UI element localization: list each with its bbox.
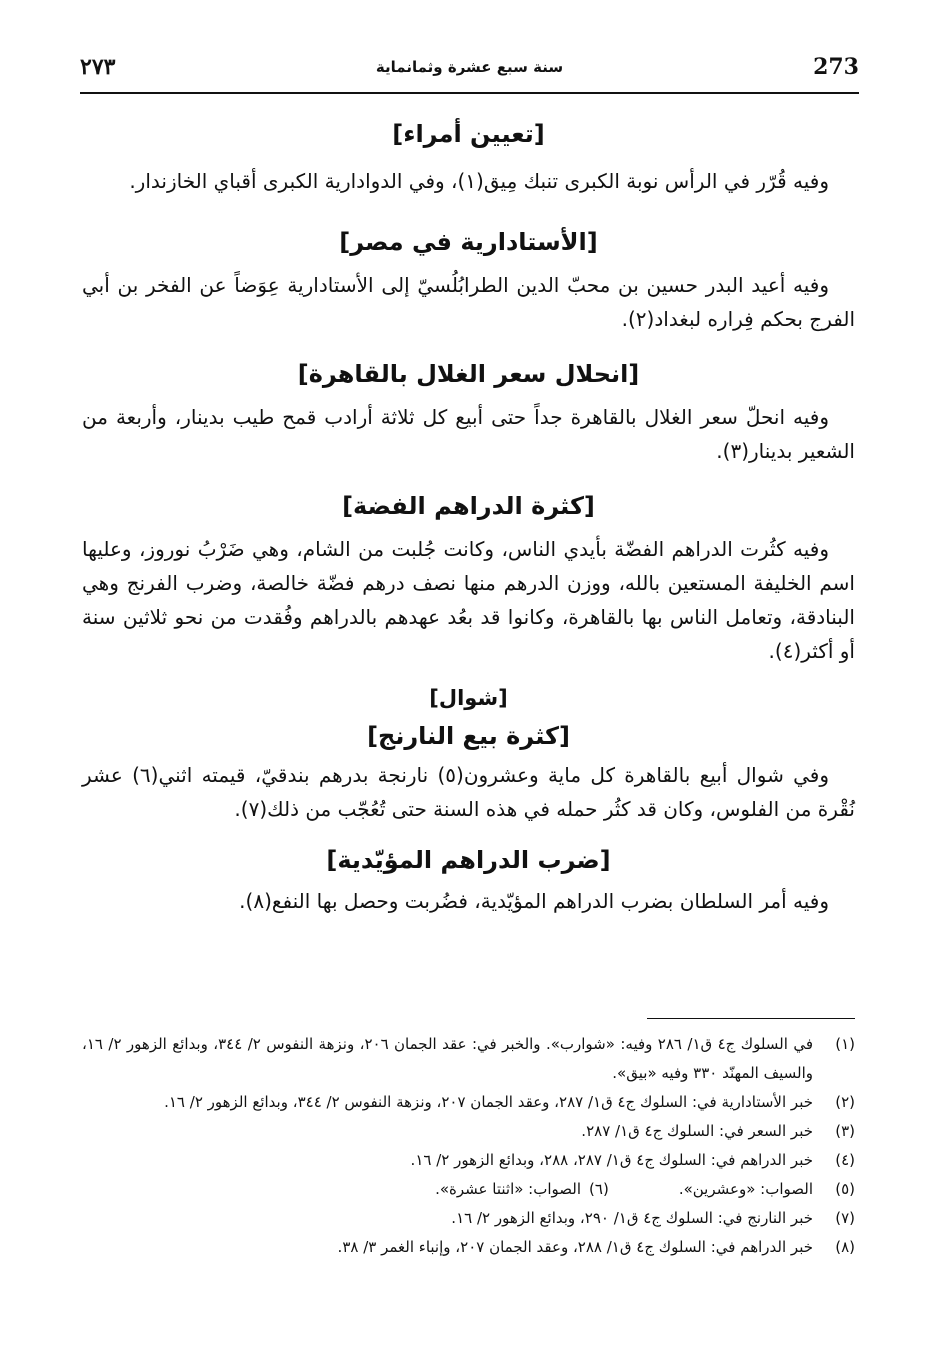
- footnote-text: خبر النارنج في: السلوك ج٤ ق١/ ٢٩٠، وبدائع الزهور ٢/ ١٦.: [451, 1209, 813, 1227]
- section-heading: [انحلال سعر الغلال بالقاهرة]: [297, 360, 640, 388]
- footnote-number: (٥): [835, 1180, 855, 1198]
- section-paragraph: وفيه انحلّ سعر الغلال بالقاهرة جداً حتى أبيع كل ثلاثة أرادب قمح طيب بدينار، وأربعة من الشعير بدينار(٣).: [82, 405, 855, 463]
- footnote-number: (٢): [835, 1093, 855, 1111]
- footnote-text: الصواب: «وعشرين».: [678, 1180, 813, 1198]
- footnote-number: (٦): [589, 1180, 609, 1198]
- footnote-text: خبر الأستادارية في: السلوك ج٤ ق١/ ٢٨٧، وعقد الجمان ٢٠٧، ونزهة النفوس ٢/ ٣٤٤، وبدائع الزهور ٢/ ١٦.: [164, 1093, 813, 1111]
- running-title: سنة سبع عشرة وثمانماية: [375, 58, 564, 76]
- footnote-number: (١): [835, 1035, 855, 1053]
- footnote-number: (٧): [835, 1209, 855, 1227]
- section-heading: [كثرة الدراهم الفضة]: [342, 492, 595, 520]
- page-number-latin: 273: [813, 54, 859, 80]
- footnote-number: (٨): [835, 1238, 855, 1256]
- footnotes: [82, 1030, 855, 1262]
- section-heading: [كثرة بيع النارنج]: [367, 722, 570, 750]
- month-heading: [شوال]: [429, 686, 508, 710]
- footnote: [82, 1088, 855, 1117]
- footnote: [82, 1175, 855, 1204]
- section-paragraph: وفي شوال أبيع بالقاهرة كل ماية وعشرون(٥) نارنجة بدرهم بندقيّ، قيمته اثني(٦) عشر نُقْرة من الفلوس، وكان قد كثُر حمله في هذه السنة حتى تُعُجّب من ذلك(٧).: [82, 763, 855, 821]
- section-paragraph: وفيه أمر السلطان بضرب الدراهم المؤيّدية، فضُربت وحصل بها النفع(٨).: [239, 889, 829, 913]
- footnote: [82, 1233, 855, 1262]
- footnote-text: خبر الدراهم في: السلوك ج٤ ق١/ ٢٨٧، ٢٨٨، وبدائع الزهور ٢/ ١٦.: [410, 1151, 813, 1169]
- section-heading: [الأستادارية في مصر]: [339, 228, 598, 256]
- main-text: [82, 110, 855, 918]
- header-rule: [80, 92, 859, 94]
- footnote: [82, 1204, 855, 1233]
- section-paragraph: وفيه أعيد البدر حسين بن محبّ الدين الطرابُلُسيّ إلى الأستادارية عِوَضاً عن الفخر بن أبي الفرج بحكم فِراره لبغداد(٢).: [82, 273, 855, 331]
- section-heading: [تعيين أمراء]: [392, 120, 545, 148]
- footnote-text: في السلوك ج٤ ق١/ ٢٨٦ وفيه: «شوارب». والخبر في: عقد الجمان ٢٠٦، ونزهة النفوس ٢/ ٣٤٤، وبدائع الزهور ٢/ ١٦، والسيف المهنّد ٣٣٠ وفيه «بيق».: [82, 1035, 813, 1082]
- footnote-text: خبر السعر في: السلوك ج٤ ق١/ ٢٨٧.: [581, 1122, 813, 1140]
- section-heading: [ضرب الدراهم المؤيّدية]: [326, 846, 611, 874]
- page-number-arabic: ٢٧٣: [80, 54, 116, 80]
- footnote-rule: [647, 1018, 855, 1019]
- footnote: [82, 1030, 855, 1088]
- footnote-number: (٤): [835, 1151, 855, 1169]
- footnote-number: (٣): [835, 1122, 855, 1140]
- footnote-text: خبر الدراهم في: السلوك ج٤ ق١/ ٢٨٨، وعقد الجمان ٢٠٧، وإنباء الغمر ٣/ ٣٨.: [337, 1238, 813, 1256]
- section-paragraph: وفيه قُرّر في الرأس نوبة الكبرى تنبك مِيق(١)، وفي الدوادارية الكبرى أقباي الخازندار.: [129, 169, 829, 193]
- footnote: [82, 1117, 855, 1146]
- page-header: [80, 52, 859, 88]
- footnote-text: الصواب: «اثنتا عشرة».: [435, 1180, 582, 1198]
- section-paragraph: وفيه كثُرت الدراهم الفضّة بأيدي الناس، وكانت جُلبت من الشام، وهي ضَرْبُ نوروز، وعليها اسم الخليفة المستعين بالله، ووزن الدرهم منها نصف درهم فضّة خالصة، وضرب الفرنج وهي البنادقة، وتعامل الناس بها بالقاهرة، وكانوا قد بعُد عهدهم بالدراهم وفُقدت من نحو ثلاثين سنة أو أكثر(٤).: [82, 537, 855, 663]
- footnote: [82, 1146, 855, 1175]
